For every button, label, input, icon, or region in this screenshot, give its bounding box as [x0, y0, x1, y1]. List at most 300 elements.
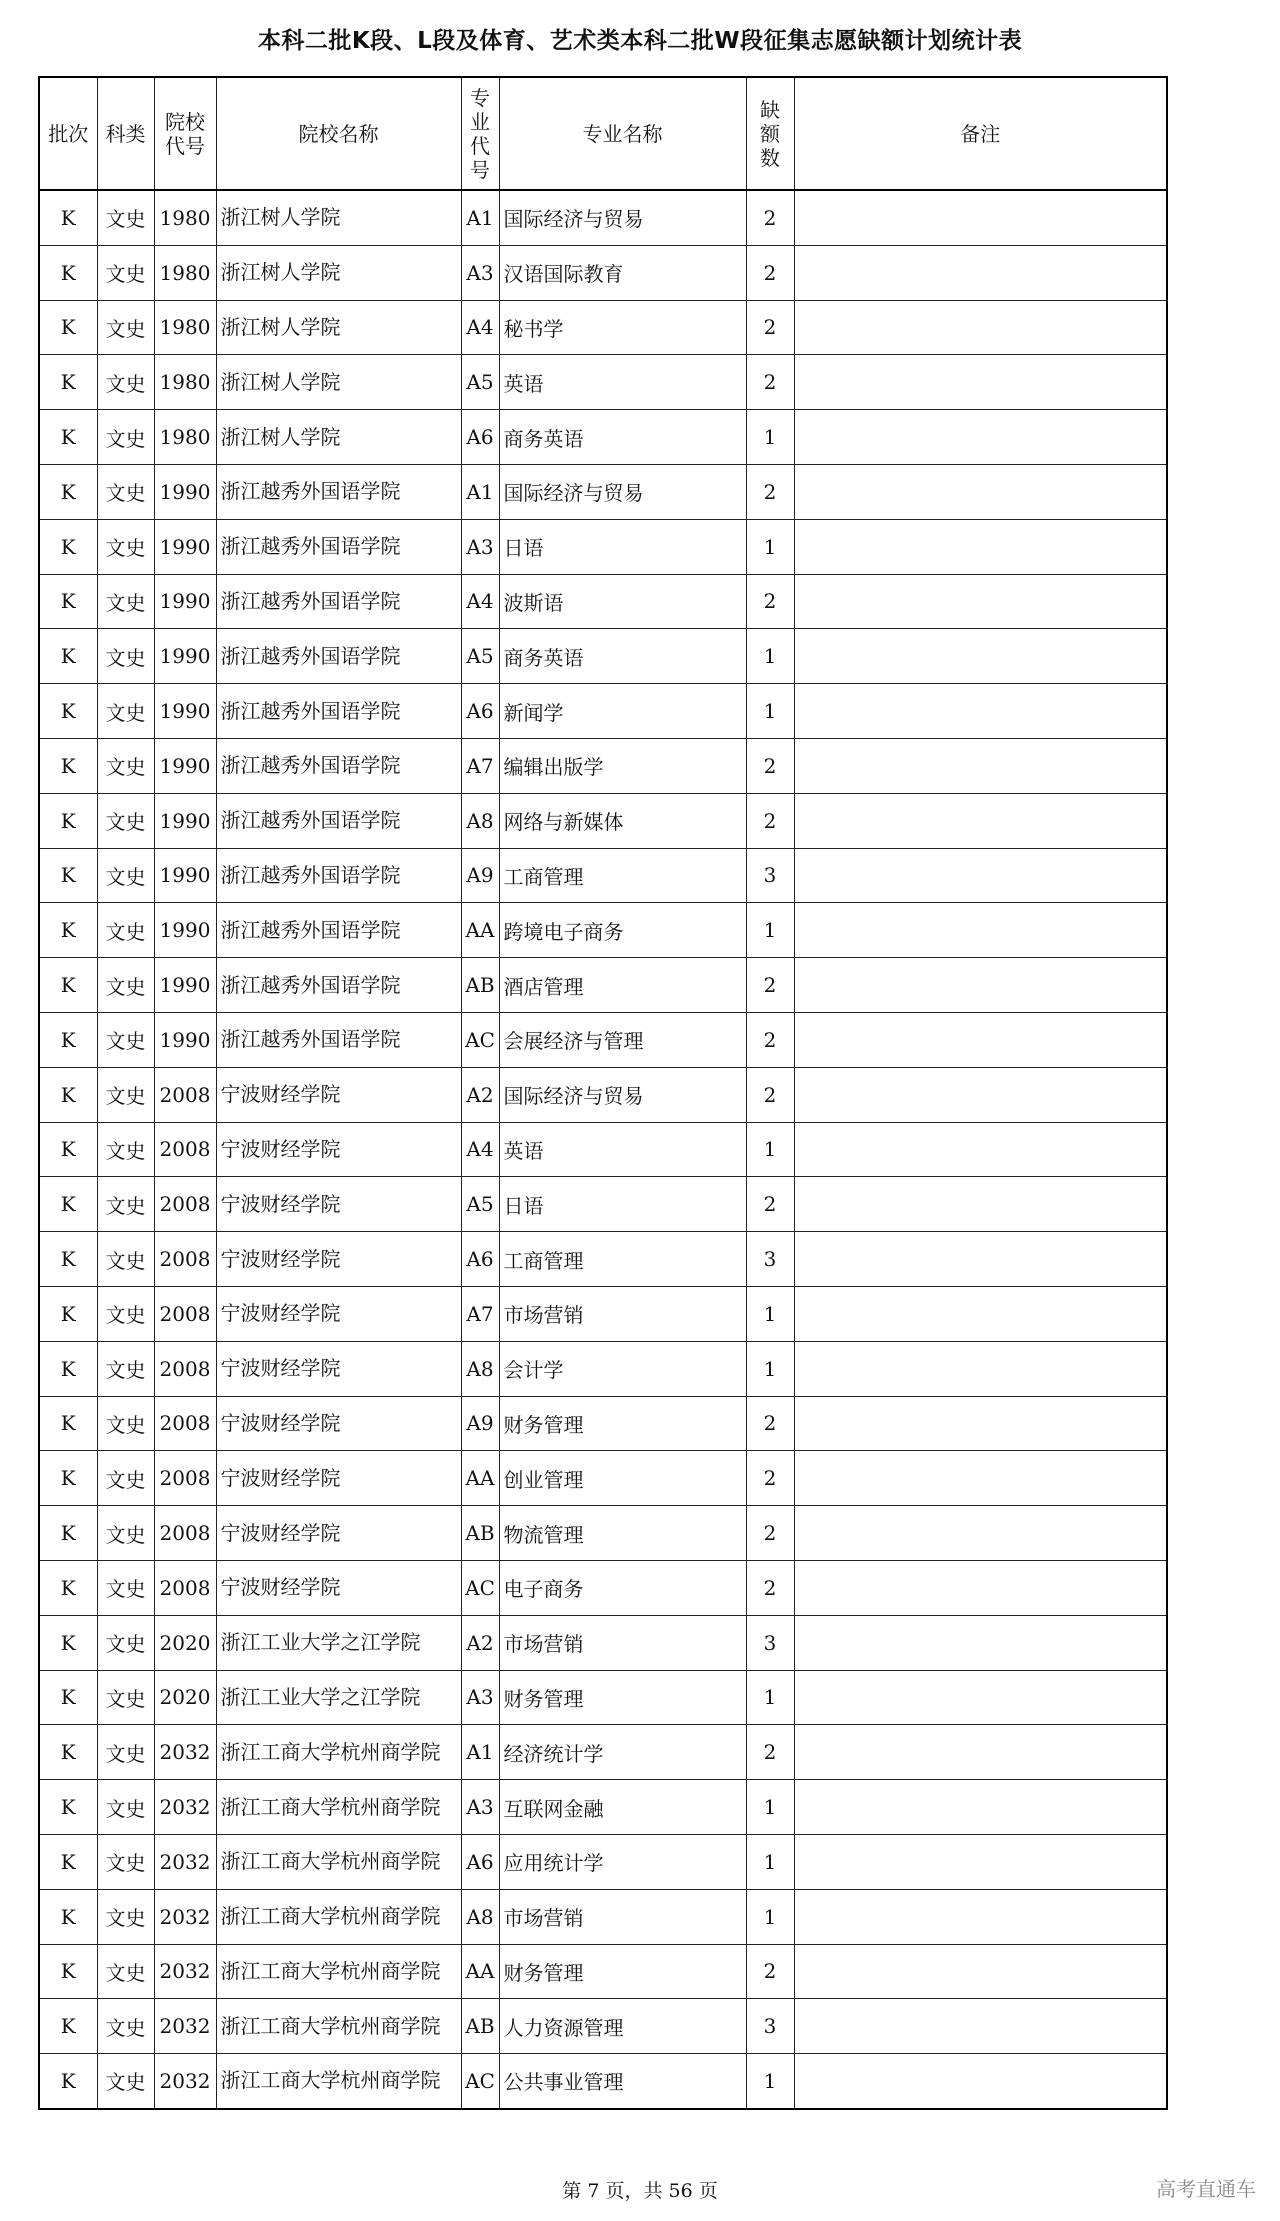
- cell-school-code: 2020: [154, 1670, 216, 1725]
- cell-vacancy: 1: [746, 629, 794, 684]
- cell-batch: K: [39, 1396, 97, 1451]
- cell-major-name: 商务英语: [499, 629, 746, 684]
- table-row: [39, 629, 1167, 684]
- cell-major-name: 工商管理: [499, 1232, 746, 1287]
- cell-major-code: A2: [461, 1615, 499, 1670]
- cell-major-name: 电子商务: [499, 1560, 746, 1615]
- cell-vacancy: 2: [746, 1506, 794, 1561]
- cell-vacancy: 2: [746, 1177, 794, 1232]
- table-row: [39, 903, 1167, 958]
- cell-batch: K: [39, 1999, 97, 2054]
- header-category: 科类: [97, 77, 154, 190]
- cell-school-code: 1990: [154, 738, 216, 793]
- cell-remarks: [794, 1451, 1167, 1506]
- cell-category: 文史: [97, 1396, 154, 1451]
- cell-category: 文史: [97, 1834, 154, 1889]
- cell-category: 文史: [97, 245, 154, 300]
- cell-remarks: [794, 684, 1167, 739]
- cell-vacancy: 1: [746, 684, 794, 739]
- page-title: 本科二批K段、L段及体育、艺术类本科二批W段征集志愿缺额计划统计表: [257, 28, 1023, 54]
- cell-major-name: 互联网金融: [499, 1780, 746, 1835]
- cell-category: 文史: [97, 1615, 154, 1670]
- table-row: [39, 410, 1167, 465]
- cell-major-name: 日语: [499, 1177, 746, 1232]
- cell-major-code: A1: [461, 190, 499, 245]
- table-row: [39, 1944, 1167, 1999]
- cell-major-code: AB: [461, 958, 499, 1013]
- cell-major-code: A3: [461, 519, 499, 574]
- cell-major-code: A6: [461, 684, 499, 739]
- cell-major-name: 工商管理: [499, 848, 746, 903]
- cell-school-code: 1980: [154, 245, 216, 300]
- cell-remarks: [794, 848, 1167, 903]
- cell-school-code: 1980: [154, 410, 216, 465]
- cell-school-code: 1990: [154, 793, 216, 848]
- cell-batch: K: [39, 1560, 97, 1615]
- cell-remarks: [794, 1780, 1167, 1835]
- cell-school-name: 宁波财经学院: [216, 1451, 461, 1506]
- cell-vacancy: 2: [746, 574, 794, 629]
- table-row: [39, 355, 1167, 410]
- table-row: [39, 1670, 1167, 1725]
- cell-category: 文史: [97, 1067, 154, 1122]
- cell-batch: K: [39, 300, 97, 355]
- cell-school-name: 浙江越秀外国语学院: [216, 848, 461, 903]
- cell-school-name: 浙江树人学院: [216, 245, 461, 300]
- cell-category: 文史: [97, 1944, 154, 1999]
- cell-category: 文史: [97, 848, 154, 903]
- table-row: [39, 1560, 1167, 1615]
- cell-category: 文史: [97, 1889, 154, 1944]
- cell-batch: K: [39, 574, 97, 629]
- cell-batch: K: [39, 848, 97, 903]
- cell-major-code: A8: [461, 1341, 499, 1396]
- cell-category: 文史: [97, 1780, 154, 1835]
- cell-school-name: 宁波财经学院: [216, 1067, 461, 1122]
- cell-category: 文史: [97, 1122, 154, 1177]
- table-row: [39, 738, 1167, 793]
- cell-school-name: 浙江工商大学杭州商学院: [216, 1999, 461, 2054]
- cell-category: 文史: [97, 1670, 154, 1725]
- cell-school-name: 浙江越秀外国语学院: [216, 1012, 461, 1067]
- cell-major-name: 国际经济与贸易: [499, 190, 746, 245]
- cell-school-name: 浙江工商大学杭州商学院: [216, 2054, 461, 2109]
- watermark: 高考直通车: [1156, 2177, 1256, 2201]
- cell-major-code: A8: [461, 793, 499, 848]
- cell-batch: K: [39, 1122, 97, 1177]
- cell-major-code: A8: [461, 1889, 499, 1944]
- cell-school-name: 浙江工商大学杭州商学院: [216, 1834, 461, 1889]
- cell-vacancy: 1: [746, 519, 794, 574]
- cell-batch: K: [39, 684, 97, 739]
- cell-school-code: 2008: [154, 1286, 216, 1341]
- cell-vacancy: 2: [746, 738, 794, 793]
- cell-batch: K: [39, 1341, 97, 1396]
- cell-school-name: 浙江树人学院: [216, 190, 461, 245]
- cell-school-name: 宁波财经学院: [216, 1506, 461, 1561]
- cell-remarks: [794, 1560, 1167, 1615]
- cell-school-code: 1990: [154, 903, 216, 958]
- cell-major-name: 商务英语: [499, 410, 746, 465]
- table-row: [39, 574, 1167, 629]
- cell-category: 文史: [97, 1451, 154, 1506]
- cell-category: 文史: [97, 629, 154, 684]
- cell-school-code: 2008: [154, 1067, 216, 1122]
- cell-remarks: [794, 1177, 1167, 1232]
- cell-remarks: [794, 1615, 1167, 1670]
- cell-major-code: A3: [461, 1780, 499, 1835]
- header-school-code: 院校 代号: [154, 77, 216, 190]
- cell-vacancy: 1: [746, 2054, 794, 2109]
- cell-batch: K: [39, 464, 97, 519]
- cell-school-name: 宁波财经学院: [216, 1177, 461, 1232]
- cell-remarks: [794, 1889, 1167, 1944]
- cell-major-name: 物流管理: [499, 1506, 746, 1561]
- cell-major-name: 秘书学: [499, 300, 746, 355]
- cell-batch: K: [39, 1451, 97, 1506]
- cell-vacancy: 2: [746, 464, 794, 519]
- cell-category: 文史: [97, 519, 154, 574]
- cell-major-code: AA: [461, 903, 499, 958]
- cell-major-code: A5: [461, 1177, 499, 1232]
- cell-major-code: A3: [461, 245, 499, 300]
- cell-major-code: AC: [461, 1012, 499, 1067]
- cell-batch: K: [39, 1944, 97, 1999]
- cell-major-code: A4: [461, 1122, 499, 1177]
- cell-vacancy: 3: [746, 848, 794, 903]
- cell-school-code: 1990: [154, 848, 216, 903]
- cell-school-code: 1990: [154, 629, 216, 684]
- table-row: [39, 300, 1167, 355]
- cell-major-code: A2: [461, 1067, 499, 1122]
- cell-vacancy: 3: [746, 1615, 794, 1670]
- cell-vacancy: 2: [746, 958, 794, 1013]
- cell-school-name: 浙江越秀外国语学院: [216, 629, 461, 684]
- cell-major-code: AA: [461, 1451, 499, 1506]
- cell-school-name: 浙江工商大学杭州商学院: [216, 1944, 461, 1999]
- cell-vacancy: 2: [746, 1725, 794, 1780]
- cell-remarks: [794, 629, 1167, 684]
- cell-major-code: A1: [461, 464, 499, 519]
- cell-remarks: [794, 1286, 1167, 1341]
- cell-remarks: [794, 519, 1167, 574]
- cell-remarks: [794, 793, 1167, 848]
- cell-major-name: 英语: [499, 1122, 746, 1177]
- table-row: [39, 1780, 1167, 1835]
- cell-major-name: 英语: [499, 355, 746, 410]
- cell-category: 文史: [97, 1286, 154, 1341]
- cell-vacancy: 2: [746, 1396, 794, 1451]
- cell-remarks: [794, 1834, 1167, 1889]
- cell-major-name: 财务管理: [499, 1670, 746, 1725]
- header-major-name: 专业名称: [499, 77, 746, 190]
- cell-category: 文史: [97, 300, 154, 355]
- cell-vacancy: 2: [746, 1560, 794, 1615]
- cell-batch: K: [39, 1012, 97, 1067]
- cell-major-name: 人力资源管理: [499, 1999, 746, 2054]
- cell-vacancy: 3: [746, 1232, 794, 1287]
- cell-batch: K: [39, 1177, 97, 1232]
- cell-vacancy: 2: [746, 245, 794, 300]
- cell-school-name: 浙江工商大学杭州商学院: [216, 1889, 461, 1944]
- cell-school-code: 1980: [154, 190, 216, 245]
- cell-category: 文史: [97, 1560, 154, 1615]
- cell-vacancy: 1: [746, 1341, 794, 1396]
- cell-batch: K: [39, 629, 97, 684]
- cell-school-code: 2032: [154, 1780, 216, 1835]
- cell-major-name: 编辑出版学: [499, 738, 746, 793]
- cell-school-name: 浙江树人学院: [216, 300, 461, 355]
- cell-school-code: 2008: [154, 1122, 216, 1177]
- cell-school-code: 2032: [154, 1889, 216, 1944]
- cell-school-code: 2032: [154, 1725, 216, 1780]
- table-header-row: [39, 77, 1167, 190]
- cell-major-code: A5: [461, 629, 499, 684]
- cell-remarks: [794, 1341, 1167, 1396]
- cell-vacancy: 1: [746, 1780, 794, 1835]
- table-row: [39, 1012, 1167, 1067]
- cell-vacancy: 2: [746, 300, 794, 355]
- cell-school-code: 2008: [154, 1560, 216, 1615]
- cell-major-name: 创业管理: [499, 1451, 746, 1506]
- cell-school-code: 1990: [154, 464, 216, 519]
- cell-remarks: [794, 1012, 1167, 1067]
- header-batch: 批次: [39, 77, 97, 190]
- table-row: [39, 190, 1167, 245]
- cell-school-code: 1990: [154, 519, 216, 574]
- cell-category: 文史: [97, 1177, 154, 1232]
- cell-major-name: 财务管理: [499, 1396, 746, 1451]
- cell-remarks: [794, 1999, 1167, 2054]
- cell-remarks: [794, 300, 1167, 355]
- cell-major-name: 市场营销: [499, 1615, 746, 1670]
- cell-remarks: [794, 2054, 1167, 2109]
- cell-school-code: 2008: [154, 1232, 216, 1287]
- cell-remarks: [794, 1396, 1167, 1451]
- table-body: [39, 190, 1167, 2109]
- cell-category: 文史: [97, 2054, 154, 2109]
- cell-vacancy: 2: [746, 793, 794, 848]
- cell-remarks: [794, 1944, 1167, 1999]
- cell-vacancy: 2: [746, 1067, 794, 1122]
- cell-school-code: 1990: [154, 1012, 216, 1067]
- header-school-name: 院校名称: [216, 77, 461, 190]
- cell-school-code: 2008: [154, 1451, 216, 1506]
- cell-remarks: [794, 1670, 1167, 1725]
- cell-major-code: A4: [461, 574, 499, 629]
- cell-vacancy: 2: [746, 1944, 794, 1999]
- cell-major-code: A1: [461, 1725, 499, 1780]
- cell-remarks: [794, 903, 1167, 958]
- cell-school-name: 浙江工业大学之江学院: [216, 1615, 461, 1670]
- cell-vacancy: 1: [746, 1122, 794, 1177]
- cell-school-code: 1990: [154, 574, 216, 629]
- cell-batch: K: [39, 1780, 97, 1835]
- cell-major-code: A5: [461, 355, 499, 410]
- cell-major-name: 市场营销: [499, 1889, 746, 1944]
- cell-remarks: [794, 1506, 1167, 1561]
- table-row: [39, 1615, 1167, 1670]
- cell-batch: K: [39, 1889, 97, 1944]
- cell-school-name: 宁波财经学院: [216, 1286, 461, 1341]
- cell-school-name: 浙江越秀外国语学院: [216, 519, 461, 574]
- vacancy-table: [38, 76, 1168, 2110]
- table-row: [39, 1725, 1167, 1780]
- cell-school-code: 2020: [154, 1615, 216, 1670]
- cell-major-code: AA: [461, 1944, 499, 1999]
- cell-major-code: AC: [461, 1560, 499, 1615]
- cell-school-code: 2032: [154, 1999, 216, 2054]
- cell-batch: K: [39, 410, 97, 465]
- cell-school-code: 2032: [154, 2054, 216, 2109]
- cell-category: 文史: [97, 903, 154, 958]
- header-major-code: 专业 代 号: [461, 77, 499, 190]
- cell-major-name: 日语: [499, 519, 746, 574]
- cell-school-name: 浙江越秀外国语学院: [216, 958, 461, 1013]
- cell-category: 文史: [97, 1999, 154, 2054]
- cell-school-name: 浙江树人学院: [216, 410, 461, 465]
- cell-batch: K: [39, 355, 97, 410]
- cell-category: 文史: [97, 1725, 154, 1780]
- table-row: [39, 684, 1167, 739]
- cell-school-name: 浙江越秀外国语学院: [216, 684, 461, 739]
- cell-remarks: [794, 464, 1167, 519]
- cell-vacancy: 2: [746, 1012, 794, 1067]
- table-row: [39, 1451, 1167, 1506]
- cell-category: 文史: [97, 793, 154, 848]
- cell-major-name: 汉语国际教育: [499, 245, 746, 300]
- cell-vacancy: 2: [746, 355, 794, 410]
- cell-batch: K: [39, 1067, 97, 1122]
- page-number: 第 7 页，共 56 页: [562, 2180, 718, 2202]
- cell-vacancy: 2: [746, 1451, 794, 1506]
- cell-major-code: A4: [461, 300, 499, 355]
- cell-school-name: 浙江越秀外国语学院: [216, 464, 461, 519]
- table-row: [39, 793, 1167, 848]
- cell-major-name: 新闻学: [499, 684, 746, 739]
- cell-vacancy: 2: [746, 190, 794, 245]
- table-row: [39, 245, 1167, 300]
- cell-major-name: 网络与新媒体: [499, 793, 746, 848]
- table-row: [39, 848, 1167, 903]
- cell-batch: K: [39, 190, 97, 245]
- cell-remarks: [794, 958, 1167, 1013]
- cell-category: 文史: [97, 1506, 154, 1561]
- cell-school-code: 2008: [154, 1341, 216, 1396]
- cell-major-code: AB: [461, 1999, 499, 2054]
- cell-category: 文史: [97, 410, 154, 465]
- cell-major-name: 经济统计学: [499, 1725, 746, 1780]
- cell-major-name: 会计学: [499, 1341, 746, 1396]
- cell-major-code: A9: [461, 848, 499, 903]
- table-row: [39, 1341, 1167, 1396]
- cell-school-name: 浙江越秀外国语学院: [216, 793, 461, 848]
- cell-remarks: [794, 574, 1167, 629]
- cell-vacancy: 1: [746, 1286, 794, 1341]
- cell-school-name: 宁波财经学院: [216, 1341, 461, 1396]
- cell-remarks: [794, 355, 1167, 410]
- cell-remarks: [794, 738, 1167, 793]
- cell-major-name: 公共事业管理: [499, 2054, 746, 2109]
- table-row: [39, 519, 1167, 574]
- cell-category: 文史: [97, 574, 154, 629]
- cell-category: 文史: [97, 738, 154, 793]
- cell-batch: K: [39, 1834, 97, 1889]
- header-vacancy: 缺 额 数: [746, 77, 794, 190]
- cell-school-code: 1990: [154, 958, 216, 1013]
- cell-school-name: 浙江越秀外国语学院: [216, 574, 461, 629]
- table-row: [39, 1177, 1167, 1232]
- cell-vacancy: 1: [746, 1889, 794, 1944]
- cell-school-name: 浙江越秀外国语学院: [216, 738, 461, 793]
- cell-category: 文史: [97, 355, 154, 410]
- cell-major-name: 酒店管理: [499, 958, 746, 1013]
- cell-category: 文史: [97, 464, 154, 519]
- cell-major-code: A7: [461, 1286, 499, 1341]
- cell-remarks: [794, 245, 1167, 300]
- table-row: [39, 1999, 1167, 2054]
- table-row: [39, 1286, 1167, 1341]
- cell-vacancy: 1: [746, 1834, 794, 1889]
- cell-school-code: 2032: [154, 1944, 216, 1999]
- cell-batch: K: [39, 1506, 97, 1561]
- cell-major-name: 应用统计学: [499, 1834, 746, 1889]
- cell-batch: K: [39, 1232, 97, 1287]
- table-row: [39, 1396, 1167, 1451]
- cell-major-name: 跨境电子商务: [499, 903, 746, 958]
- cell-vacancy: 1: [746, 410, 794, 465]
- cell-school-name: 浙江工商大学杭州商学院: [216, 1780, 461, 1835]
- cell-school-name: 宁波财经学院: [216, 1232, 461, 1287]
- cell-major-code: A6: [461, 1834, 499, 1889]
- cell-major-code: AC: [461, 2054, 499, 2109]
- cell-batch: K: [39, 1725, 97, 1780]
- cell-school-name: 浙江工商大学杭州商学院: [216, 1725, 461, 1780]
- cell-category: 文史: [97, 190, 154, 245]
- cell-batch: K: [39, 519, 97, 574]
- cell-major-code: A6: [461, 410, 499, 465]
- cell-major-code: A3: [461, 1670, 499, 1725]
- cell-remarks: [794, 1725, 1167, 1780]
- table-row: [39, 2054, 1167, 2109]
- cell-vacancy: 1: [746, 903, 794, 958]
- cell-major-code: A6: [461, 1232, 499, 1287]
- cell-major-name: 波斯语: [499, 574, 746, 629]
- cell-school-code: 1980: [154, 355, 216, 410]
- cell-major-code: A9: [461, 1396, 499, 1451]
- cell-major-name: 国际经济与贸易: [499, 1067, 746, 1122]
- cell-school-code: 2008: [154, 1177, 216, 1232]
- cell-school-name: 宁波财经学院: [216, 1560, 461, 1615]
- cell-batch: K: [39, 793, 97, 848]
- table-row: [39, 1834, 1167, 1889]
- header-remarks: 备注: [794, 77, 1167, 190]
- table-row: [39, 1067, 1167, 1122]
- cell-category: 文史: [97, 958, 154, 1013]
- table-row: [39, 1506, 1167, 1561]
- cell-school-name: 浙江越秀外国语学院: [216, 903, 461, 958]
- cell-school-name: 宁波财经学院: [216, 1396, 461, 1451]
- cell-batch: K: [39, 1286, 97, 1341]
- cell-school-code: 1980: [154, 300, 216, 355]
- table-row: [39, 464, 1167, 519]
- cell-category: 文史: [97, 1232, 154, 1287]
- cell-major-name: 国际经济与贸易: [499, 464, 746, 519]
- cell-remarks: [794, 1067, 1167, 1122]
- cell-major-name: 市场营销: [499, 1286, 746, 1341]
- cell-category: 文史: [97, 1341, 154, 1396]
- table-row: [39, 1232, 1167, 1287]
